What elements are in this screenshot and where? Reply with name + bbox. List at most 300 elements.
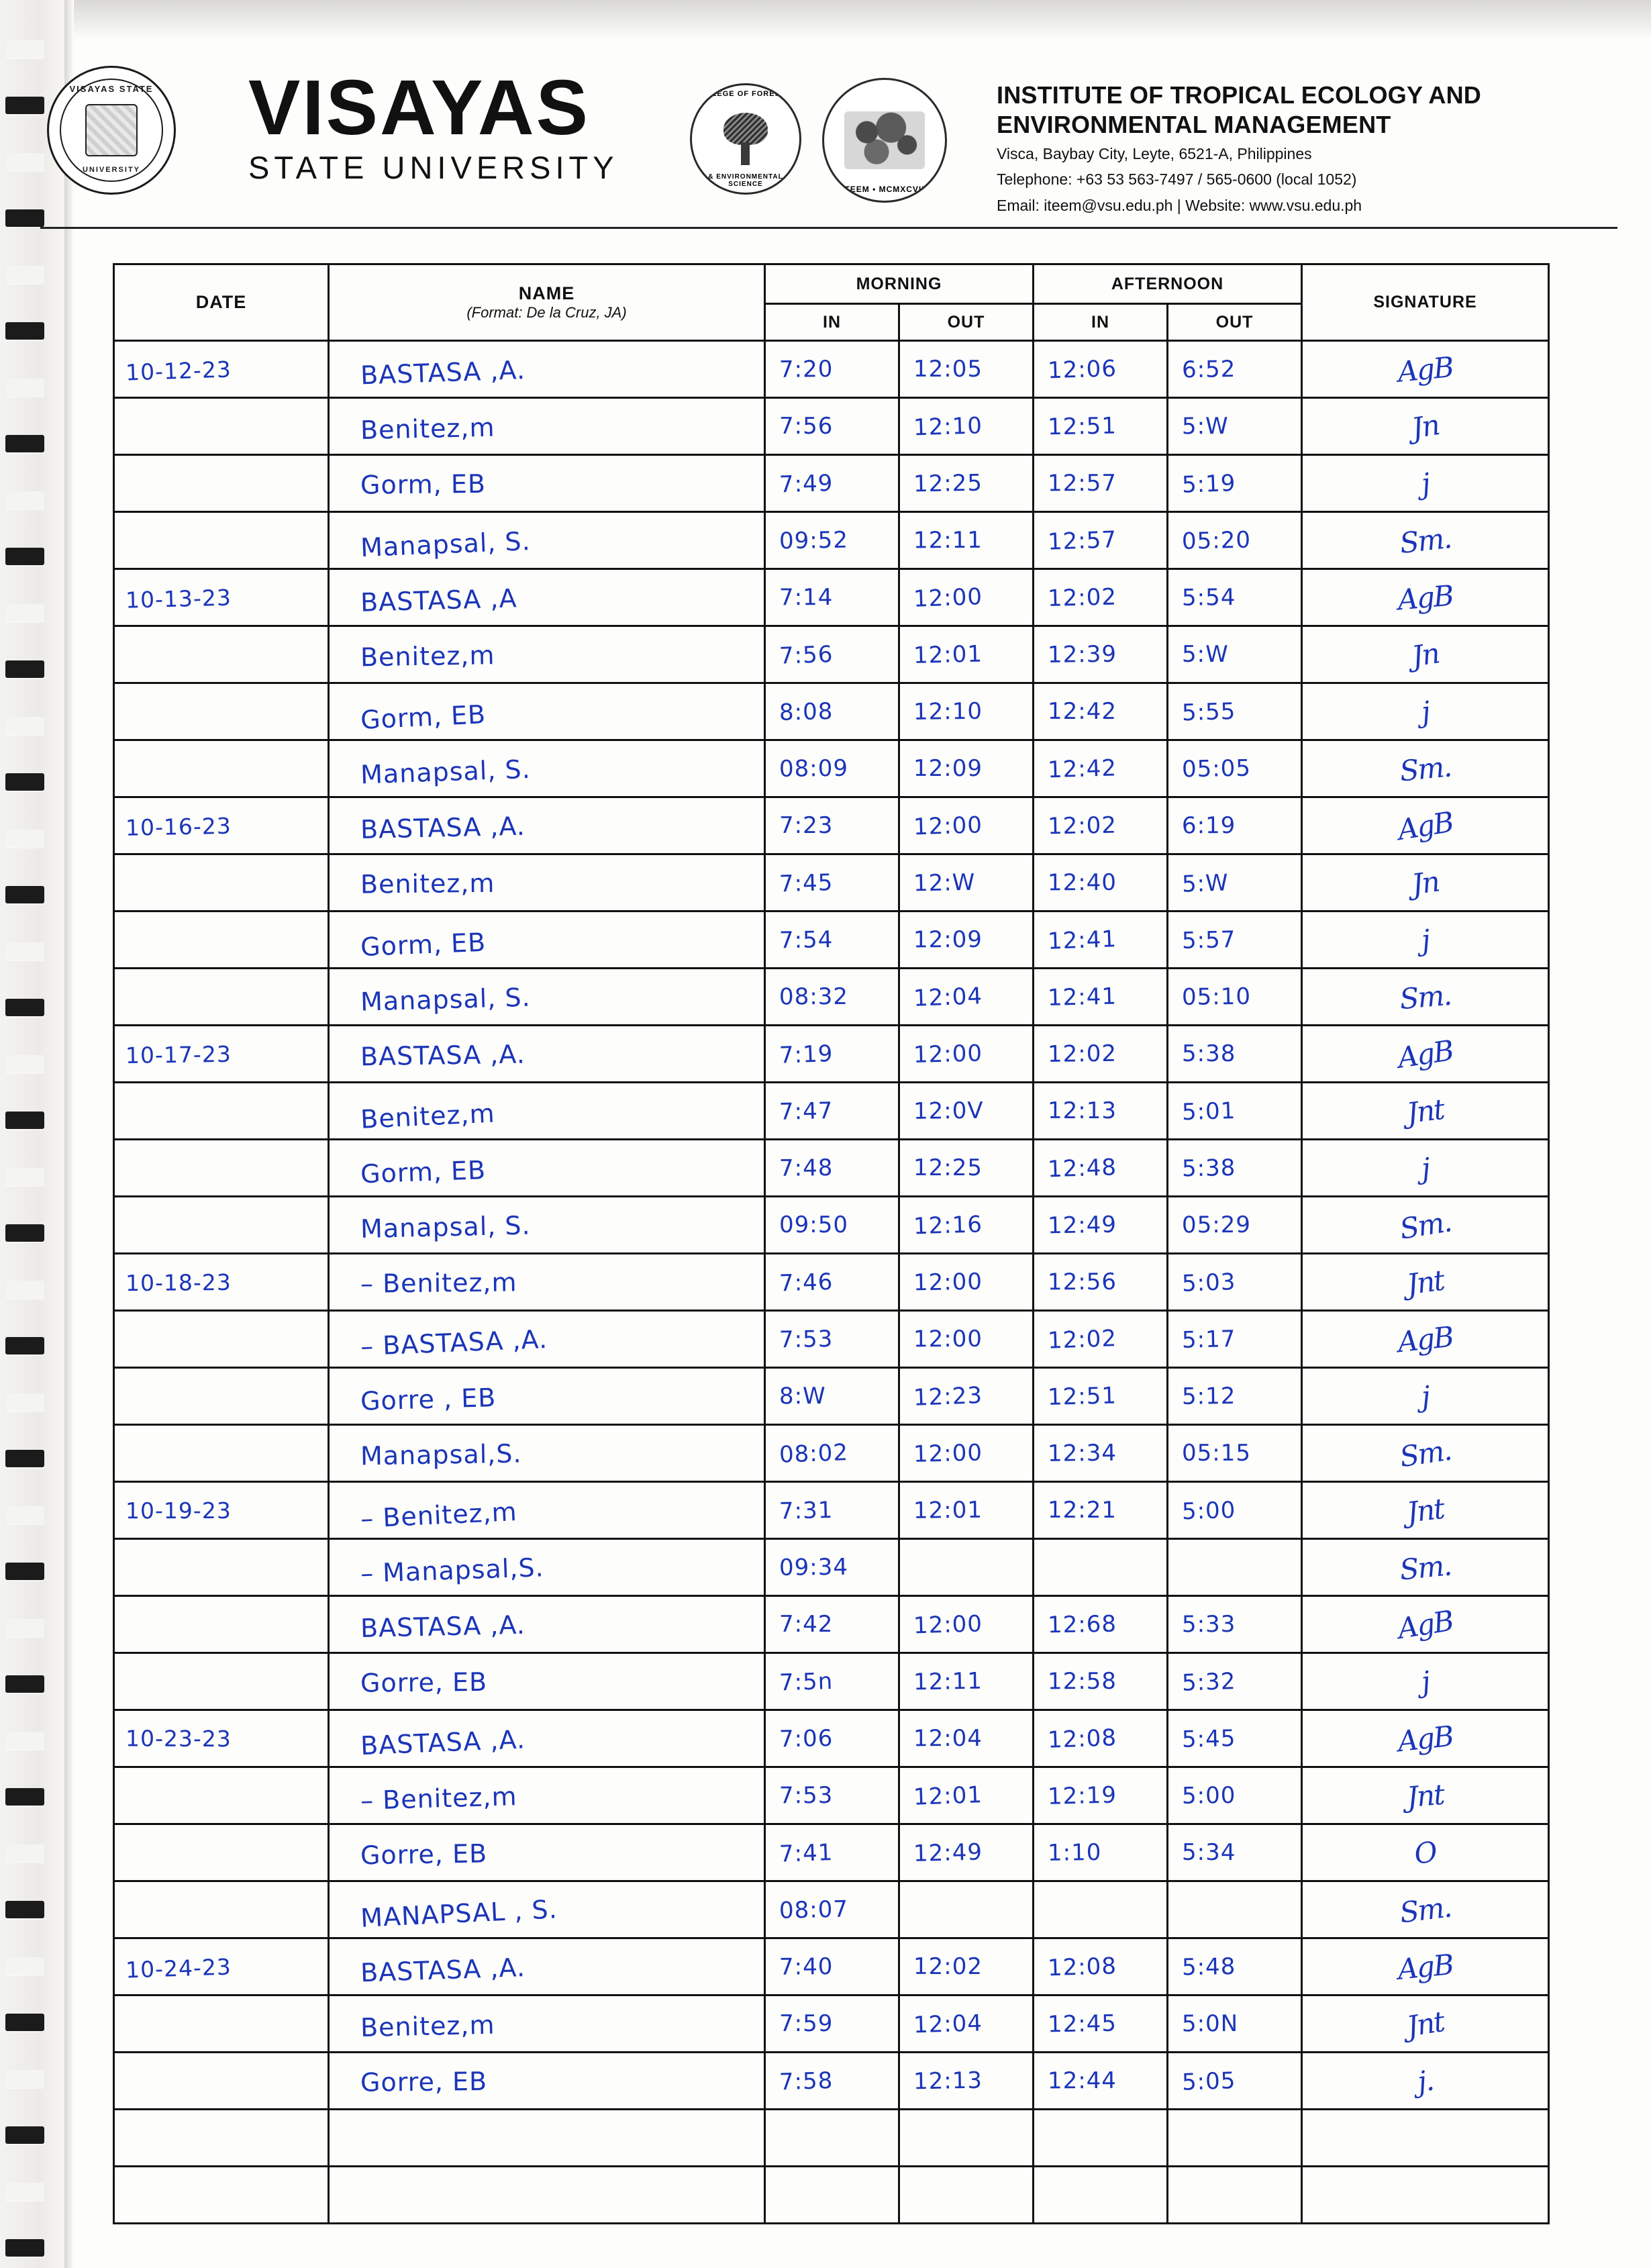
cell-afternoon-out[interactable] — [1168, 2053, 1302, 2110]
cell-name[interactable] — [329, 455, 765, 512]
table-row[interactable] — [114, 1824, 1549, 1881]
cell-name[interactable] — [329, 1824, 765, 1881]
cell-morning-out[interactable] — [899, 683, 1034, 740]
cell-afternoon-in[interactable] — [1034, 797, 1168, 854]
cell-morning-out[interactable] — [899, 1197, 1034, 1254]
cell-afternoon-in[interactable] — [1034, 1254, 1168, 1311]
cell-morning-in[interactable] — [765, 2110, 899, 2167]
cell-afternoon-in-value: 12:51 — [1047, 1382, 1117, 1411]
cell-date[interactable] — [114, 1482, 329, 1539]
cell-signature[interactable] — [1302, 2167, 1549, 2224]
cell-morning-out-value: 12:0V — [913, 1097, 984, 1125]
cell-morning-in[interactable] — [765, 797, 899, 854]
seal-top-text: VISAYAS STATE — [69, 84, 154, 94]
cell-name[interactable] — [329, 1710, 765, 1767]
signature-mark: AgB — [1395, 1033, 1455, 1075]
cell-afternoon-in[interactable] — [1034, 1995, 1168, 2053]
cell-afternoon-out[interactable] — [1168, 1140, 1302, 1197]
cell-name[interactable] — [329, 969, 765, 1026]
cell-date-value — [115, 684, 328, 740]
cell-name[interactable] — [329, 569, 765, 626]
cell-name[interactable] — [329, 1197, 765, 1254]
cell-morning-in[interactable] — [765, 1254, 899, 1311]
cell-morning-in[interactable] — [765, 1938, 899, 1995]
cell-date-value — [115, 1653, 328, 1710]
cell-date[interactable] — [114, 854, 329, 911]
attendance-table — [113, 263, 1548, 2224]
cell-date[interactable] — [114, 1596, 329, 1653]
cell-afternoon-out[interactable] — [1168, 569, 1302, 626]
signature-mark: Sm. — [1397, 1204, 1453, 1246]
cell-morning-in[interactable] — [765, 1311, 899, 1368]
cell-afternoon-in[interactable] — [1034, 512, 1168, 569]
cell-afternoon-in[interactable] — [1034, 1653, 1168, 1710]
table-row[interactable] — [114, 2167, 1549, 2224]
cell-morning-out[interactable] — [899, 512, 1034, 569]
cell-name[interactable] — [329, 1083, 765, 1140]
institute-name: INSTITUTE OF TROPICAL ECOLOGY AND ENVIRONMENTAL MANAGEMENT — [997, 81, 1481, 138]
cell-name-value: BASTASA ,A. — [360, 811, 526, 845]
cell-name-value: Manapsal, S. — [360, 754, 532, 790]
cell-afternoon-out[interactable] — [1168, 854, 1302, 911]
cell-morning-in[interactable] — [765, 1767, 899, 1824]
table-row[interactable] — [114, 1197, 1549, 1254]
cell-afternoon-out-value: 5:34 — [1181, 1838, 1236, 1867]
binding-hole — [5, 1224, 44, 1242]
binding-hole — [5, 2014, 44, 2031]
cell-afternoon-in[interactable] — [1034, 969, 1168, 1026]
cell-name[interactable] — [329, 2053, 765, 2110]
cell-afternoon-in[interactable] — [1034, 1710, 1168, 1767]
cell-name[interactable] — [329, 683, 765, 740]
cell-afternoon-out[interactable] — [1168, 1197, 1302, 1254]
signature-mark: AgB — [1396, 579, 1454, 616]
cell-afternoon-out-value: 5:32 — [1181, 1667, 1237, 1697]
cell-afternoon-in-value: 12:08 — [1047, 1953, 1117, 1982]
cell-morning-in-value: 09:34 — [779, 1553, 849, 1581]
cell-date[interactable] — [114, 1140, 329, 1197]
university-name-line1: VISAYAS — [248, 64, 590, 151]
table-row[interactable] — [114, 1425, 1549, 1482]
cell-afternoon-out[interactable] — [1168, 1596, 1302, 1653]
cell-name[interactable] — [329, 512, 765, 569]
cell-afternoon-in[interactable] — [1034, 1881, 1168, 1938]
cell-morning-in[interactable] — [765, 1824, 899, 1881]
cell-morning-out[interactable] — [899, 398, 1034, 455]
cell-date[interactable] — [114, 341, 329, 398]
cell-name[interactable] — [329, 911, 765, 969]
cell-morning-out[interactable] — [899, 1938, 1034, 1995]
cell-name[interactable] — [329, 1425, 765, 1482]
cell-date[interactable] — [114, 398, 329, 455]
cell-afternoon-in[interactable] — [1034, 1197, 1168, 1254]
institute-block — [997, 81, 1601, 217]
institute-telephone: Telephone: +63 53 563-7497 / 565-0600 (local 1052) — [997, 170, 1357, 189]
cell-afternoon-out[interactable] — [1168, 1824, 1302, 1881]
binding-hole — [5, 2183, 44, 2200]
cell-morning-out[interactable] — [899, 1368, 1034, 1425]
cell-name[interactable] — [329, 1254, 765, 1311]
cell-afternoon-out[interactable] — [1168, 1995, 1302, 2053]
cell-name[interactable] — [329, 1653, 765, 1710]
cell-date[interactable] — [114, 569, 329, 626]
cell-morning-out[interactable] — [899, 1254, 1034, 1311]
cell-morning-out[interactable] — [899, 1596, 1034, 1653]
cell-morning-out[interactable] — [899, 455, 1034, 512]
cell-morning-in[interactable] — [765, 1425, 899, 1482]
cell-morning-in[interactable] — [765, 1539, 899, 1596]
cell-date[interactable] — [114, 1824, 329, 1881]
cell-afternoon-out[interactable] — [1168, 740, 1302, 797]
cell-morning-in-value: 7:58 — [779, 2067, 834, 2096]
cell-afternoon-out-value: 05:10 — [1181, 983, 1252, 1011]
cell-afternoon-out-value — [1168, 2109, 1301, 2167]
cell-name[interactable] — [329, 797, 765, 854]
cell-morning-out[interactable] — [899, 1767, 1034, 1824]
cell-morning-out[interactable] — [899, 1824, 1034, 1881]
cell-afternoon-in[interactable] — [1034, 626, 1168, 683]
cell-name-value: BASTASA ,A. — [360, 1039, 526, 1072]
cell-morning-out[interactable] — [899, 1026, 1034, 1083]
cell-morning-in[interactable] — [765, 854, 899, 911]
cell-morning-out[interactable] — [899, 854, 1034, 911]
cell-afternoon-in-value: 12:56 — [1047, 1268, 1117, 1296]
cell-morning-in[interactable] — [765, 455, 899, 512]
cell-morning-in[interactable] — [765, 683, 899, 740]
cell-afternoon-out[interactable] — [1168, 1254, 1302, 1311]
cell-afternoon-out[interactable] — [1168, 1368, 1302, 1425]
cell-date[interactable] — [114, 1311, 329, 1368]
cell-name[interactable] — [329, 341, 765, 398]
signature-mark: j — [1419, 1379, 1431, 1413]
cell-morning-in[interactable] — [765, 1653, 899, 1710]
binding-hole — [5, 2070, 44, 2087]
cell-afternoon-in[interactable] — [1034, 2110, 1168, 2167]
cell-morning-in[interactable] — [765, 1368, 899, 1425]
cell-name[interactable] — [329, 626, 765, 683]
cell-afternoon-out-value: 05:20 — [1181, 526, 1252, 555]
cell-date[interactable] — [114, 911, 329, 969]
cell-date[interactable] — [114, 1995, 329, 2053]
cell-afternoon-out[interactable] — [1168, 398, 1302, 455]
cell-morning-out[interactable] — [899, 2110, 1034, 2167]
cell-afternoon-in[interactable] — [1034, 1026, 1168, 1083]
cell-morning-in-value: 7:46 — [779, 1268, 834, 1297]
cell-afternoon-in[interactable] — [1034, 1083, 1168, 1140]
cell-afternoon-out[interactable] — [1168, 969, 1302, 1026]
cell-morning-in[interactable] — [765, 1710, 899, 1767]
cell-afternoon-in[interactable] — [1034, 740, 1168, 797]
cell-afternoon-out[interactable] — [1168, 1026, 1302, 1083]
cell-afternoon-in[interactable] — [1034, 569, 1168, 626]
cell-morning-out[interactable] — [899, 740, 1034, 797]
university-seal-icon — [47, 66, 176, 195]
cell-morning-in[interactable] — [765, 969, 899, 1026]
cell-afternoon-in[interactable] — [1034, 455, 1168, 512]
cell-date-value — [114, 1137, 328, 1199]
cell-date[interactable] — [114, 1710, 329, 1767]
cell-morning-out[interactable] — [899, 341, 1034, 398]
cell-date-value — [114, 1994, 328, 2053]
binding-hole — [5, 548, 44, 565]
cell-morning-out[interactable] — [899, 1482, 1034, 1539]
cell-morning-in[interactable] — [765, 740, 899, 797]
cell-date[interactable] — [114, 1254, 329, 1311]
cell-morning-in[interactable] — [765, 398, 899, 455]
cell-date-value: 10-16-23 — [125, 812, 232, 841]
cell-morning-in[interactable] — [765, 2167, 899, 2224]
table-row[interactable] — [114, 969, 1549, 1026]
cell-name[interactable] — [329, 1596, 765, 1653]
cell-date[interactable] — [114, 2167, 329, 2224]
cell-name[interactable] — [329, 1938, 765, 1995]
cell-date[interactable] — [114, 1653, 329, 1710]
signature-mark: Sm. — [1398, 1548, 1452, 1587]
table-row[interactable] — [114, 1767, 1549, 1824]
cell-afternoon-out[interactable] — [1168, 2167, 1302, 2224]
cell-morning-out[interactable] — [899, 569, 1034, 626]
cell-date[interactable] — [114, 455, 329, 512]
table-row[interactable] — [114, 626, 1549, 683]
cell-morning-in[interactable] — [765, 1596, 899, 1653]
cell-morning-out-value: 12:W — [913, 869, 976, 897]
cell-name[interactable] — [329, 1482, 765, 1539]
signature-mark: j — [1419, 695, 1431, 728]
cell-morning-out[interactable] — [899, 1539, 1034, 1596]
cell-afternoon-out-value: 5:W — [1181, 413, 1229, 440]
cell-morning-in[interactable] — [765, 512, 899, 569]
cell-date[interactable] — [114, 626, 329, 683]
binding-hole — [5, 1450, 44, 1467]
cell-morning-in[interactable] — [765, 1197, 899, 1254]
cell-afternoon-out[interactable] — [1168, 512, 1302, 569]
cell-morning-out[interactable] — [899, 1425, 1034, 1482]
cell-afternoon-out-value: 5:55 — [1181, 697, 1236, 727]
cell-name[interactable] — [329, 1140, 765, 1197]
cell-morning-out-value: 12:11 — [913, 526, 983, 554]
cell-date[interactable] — [114, 1083, 329, 1140]
cell-date[interactable] — [114, 1368, 329, 1425]
cell-afternoon-in-value: 12:49 — [1047, 1211, 1117, 1240]
cell-morning-out[interactable] — [899, 2167, 1034, 2224]
cell-morning-in[interactable] — [765, 1083, 899, 1140]
cell-name-value — [329, 2161, 764, 2228]
cell-morning-out[interactable] — [899, 2053, 1034, 2110]
cell-afternoon-in[interactable] — [1034, 1140, 1168, 1197]
table-row[interactable] — [114, 1995, 1549, 2053]
cell-morning-in-value: 7:59 — [779, 2010, 834, 2038]
cell-name[interactable] — [329, 1995, 765, 2053]
cell-date[interactable] — [114, 1026, 329, 1083]
cell-morning-out[interactable] — [899, 1881, 1034, 1938]
table-row[interactable] — [114, 797, 1549, 854]
cell-morning-in[interactable] — [765, 1881, 899, 1938]
cell-morning-in[interactable] — [765, 1140, 899, 1197]
cell-afternoon-out[interactable] — [1168, 1938, 1302, 1995]
cell-date[interactable] — [114, 1881, 329, 1938]
column-header-morning-out: OUT — [899, 304, 1034, 341]
cell-afternoon-out[interactable] — [1168, 1710, 1302, 1767]
cell-morning-in[interactable] — [765, 1482, 899, 1539]
cell-afternoon-out-value: 05:29 — [1181, 1211, 1252, 1239]
cell-afternoon-in[interactable] — [1034, 1596, 1168, 1653]
cell-afternoon-out[interactable] — [1168, 1083, 1302, 1140]
signature-mark: j — [1419, 923, 1431, 956]
cell-afternoon-out-value: 5:00 — [1181, 1496, 1236, 1526]
cell-morning-in[interactable] — [765, 1026, 899, 1083]
cell-morning-out-value: 12:02 — [913, 1953, 983, 1981]
cell-name[interactable] — [329, 2167, 765, 2224]
table-row[interactable] — [114, 398, 1549, 455]
cell-afternoon-in[interactable] — [1034, 1311, 1168, 1368]
cell-afternoon-in[interactable] — [1034, 854, 1168, 911]
cell-afternoon-out[interactable] — [1168, 1653, 1302, 1710]
cell-afternoon-out[interactable] — [1168, 797, 1302, 854]
cell-afternoon-in[interactable] — [1034, 2167, 1168, 2224]
cell-date[interactable] — [114, 512, 329, 569]
cell-date[interactable] — [114, 1425, 329, 1482]
cell-date-value — [114, 1824, 328, 1881]
cell-afternoon-out[interactable] — [1168, 683, 1302, 740]
iteem-logo-icon — [822, 78, 947, 203]
cell-afternoon-in-value: 12:57 — [1047, 469, 1117, 497]
cell-date[interactable] — [114, 1938, 329, 1995]
cell-morning-out[interactable] — [899, 1995, 1034, 2053]
cell-name-value: Manapsal, S. — [360, 1210, 532, 1244]
cell-name[interactable] — [329, 1368, 765, 1425]
cell-name[interactable] — [329, 854, 765, 911]
table-row[interactable] — [114, 1026, 1549, 1083]
binding-hole — [5, 1844, 44, 1862]
signature-mark: Jnt — [1405, 1491, 1446, 1529]
signature-mark: Jnt — [1405, 1777, 1445, 1814]
cell-name-value: Manapsal, S. — [360, 526, 532, 563]
cell-afternoon-in-value — [1034, 2108, 1168, 2168]
cell-name-value: Gorm, EB — [360, 699, 487, 735]
cell-afternoon-in[interactable] — [1034, 1482, 1168, 1539]
cell-date[interactable] — [114, 2053, 329, 2110]
cell-name[interactable] — [329, 1311, 765, 1368]
cell-afternoon-in[interactable] — [1034, 1938, 1168, 1995]
cell-morning-in[interactable] — [765, 2053, 899, 2110]
table-row[interactable] — [114, 1368, 1549, 1425]
cell-name[interactable] — [329, 740, 765, 797]
cell-morning-out[interactable] — [899, 911, 1034, 969]
cell-name[interactable] — [329, 1767, 765, 1824]
signature-mark: Sm. — [1398, 978, 1452, 1016]
cell-afternoon-in[interactable] — [1034, 1824, 1168, 1881]
cell-morning-in-value: 7:5n — [779, 1667, 834, 1697]
cell-morning-out[interactable] — [899, 1710, 1034, 1767]
cell-morning-in[interactable] — [765, 626, 899, 683]
cell-date[interactable] — [114, 2110, 329, 2167]
cell-afternoon-out[interactable] — [1168, 1767, 1302, 1824]
cell-date-value: 10-23-23 — [125, 1724, 232, 1752]
cell-date-value: 10-12-23 — [125, 356, 232, 386]
cell-afternoon-out[interactable] — [1168, 626, 1302, 683]
cell-afternoon-out-value: 5:54 — [1181, 583, 1236, 611]
cell-date[interactable] — [114, 683, 329, 740]
cell-morning-out[interactable] — [899, 797, 1034, 854]
cell-afternoon-out[interactable] — [1168, 1425, 1302, 1482]
cell-afternoon-out[interactable] — [1168, 911, 1302, 969]
cell-morning-out-value: 12:09 — [913, 754, 983, 783]
cell-name[interactable] — [329, 1881, 765, 1938]
cell-morning-out-value — [900, 2110, 1032, 2165]
cell-afternoon-out[interactable] — [1168, 341, 1302, 398]
cell-morning-out[interactable] — [899, 1311, 1034, 1368]
cell-name[interactable] — [329, 398, 765, 455]
cell-morning-out-value — [900, 1881, 1033, 1938]
university-wordmark — [248, 64, 624, 185]
binding-hole — [5, 379, 44, 396]
tree-icon — [721, 113, 770, 165]
cell-morning-out-value: 12:00 — [913, 1040, 983, 1069]
cell-afternoon-in[interactable] — [1034, 1425, 1168, 1482]
cell-afternoon-in[interactable] — [1034, 1368, 1168, 1425]
cell-date[interactable] — [114, 1539, 329, 1596]
cell-date[interactable] — [114, 1767, 329, 1824]
cell-morning-in-value: 7:42 — [779, 1610, 834, 1638]
cell-name[interactable] — [329, 1026, 765, 1083]
cell-date-value: 10-19-23 — [125, 1497, 232, 1524]
signature-mark: AgB — [1396, 1719, 1455, 1758]
cell-afternoon-out[interactable] — [1168, 455, 1302, 512]
binding-hole — [5, 1168, 44, 1185]
cell-afternoon-in[interactable] — [1034, 911, 1168, 969]
cell-afternoon-in[interactable] — [1034, 683, 1168, 740]
cell-afternoon-in[interactable] — [1034, 1767, 1168, 1824]
cell-date[interactable] — [114, 740, 329, 797]
cell-morning-out-value: 12:04 — [913, 2010, 983, 2039]
cell-afternoon-in[interactable] — [1034, 2053, 1168, 2110]
cell-afternoon-out[interactable] — [1168, 1482, 1302, 1539]
cell-afternoon-in[interactable] — [1034, 341, 1168, 398]
signature-mark: Jn — [1409, 407, 1442, 445]
table-row[interactable] — [114, 1596, 1549, 1653]
cell-afternoon-out[interactable] — [1168, 2110, 1302, 2167]
cell-date[interactable] — [114, 1197, 329, 1254]
cell-date-value — [114, 1366, 328, 1426]
cell-morning-in[interactable] — [765, 341, 899, 398]
cell-morning-in[interactable] — [765, 1995, 899, 2053]
cell-afternoon-in[interactable] — [1034, 1539, 1168, 1596]
cell-date[interactable] — [114, 969, 329, 1026]
cell-afternoon-in-value: 1:10 — [1047, 1838, 1102, 1867]
cell-name[interactable] — [329, 1539, 765, 1596]
cell-morning-out[interactable] — [899, 1140, 1034, 1197]
cell-morning-out[interactable] — [899, 1653, 1034, 1710]
cell-morning-out[interactable] — [899, 626, 1034, 683]
binding-hole — [5, 266, 44, 283]
cell-morning-out[interactable] — [899, 969, 1034, 1026]
cell-afternoon-out[interactable] — [1168, 1311, 1302, 1368]
cell-morning-in[interactable] — [765, 911, 899, 969]
table-row[interactable] — [114, 569, 1549, 626]
binding-hole — [5, 1957, 44, 1975]
cell-afternoon-in[interactable] — [1034, 398, 1168, 455]
binding-hole — [5, 717, 44, 734]
cell-date[interactable] — [114, 797, 329, 854]
cell-morning-in[interactable] — [765, 569, 899, 626]
cell-name-value: Benitez,m — [360, 2010, 495, 2043]
cell-name[interactable] — [329, 2110, 765, 2167]
signature-mark: Jnt — [1404, 2004, 1446, 2043]
cell-afternoon-out[interactable] — [1168, 1881, 1302, 1938]
table-row[interactable] — [114, 341, 1549, 398]
cell-morning-out[interactable] — [899, 1083, 1034, 1140]
cell-afternoon-out[interactable] — [1168, 1539, 1302, 1596]
